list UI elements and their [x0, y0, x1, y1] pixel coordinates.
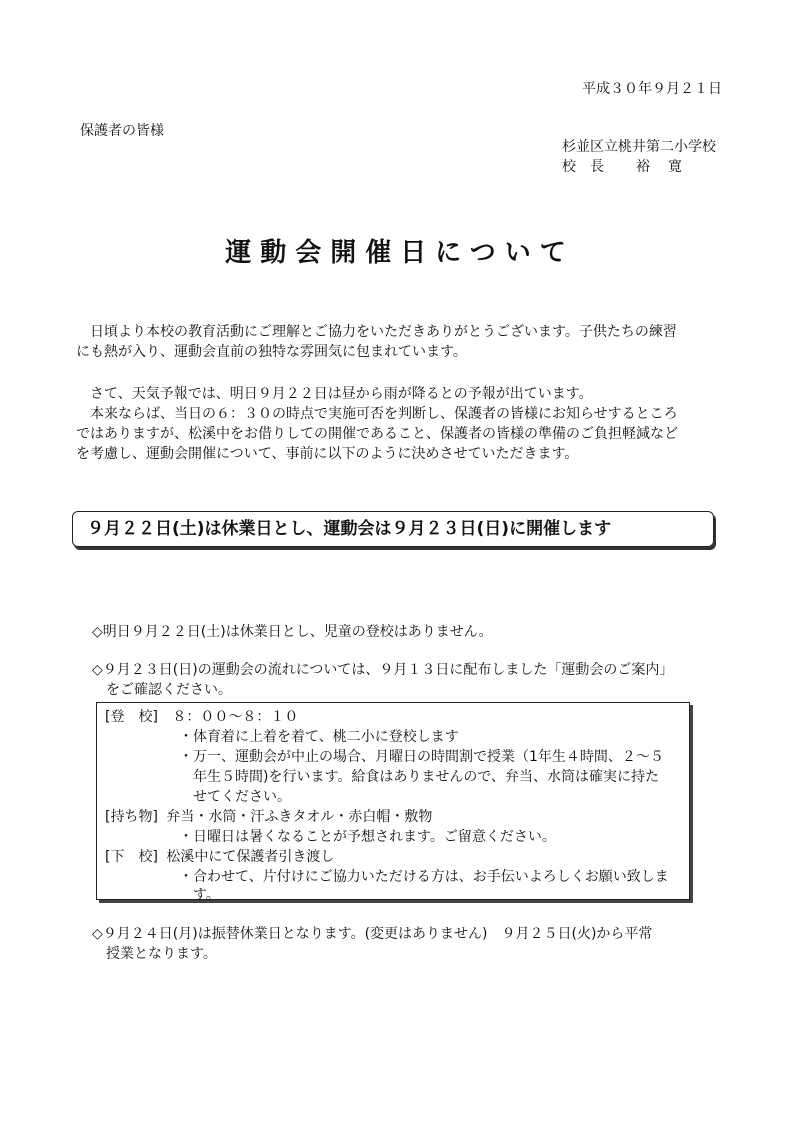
notice-item-substitute-holiday: [92, 924, 732, 964]
details-box: [96, 702, 690, 903]
departure-label: [下 校]: [105, 849, 158, 865]
arrival-note: ・万一、運動会が中止の場合、月曜日の時間割で授業（1年生４時間、２～５: [179, 749, 664, 765]
departure-note: ・合わせて、片付けにご協力いただける方は、お手伝いよろしくお願い致しま: [179, 869, 669, 885]
belongings-row: [105, 807, 432, 827]
principal-signature: [562, 158, 700, 177]
announcement-text: ９月２２日(土)は休業日とし、運動会は９月２３日(日)に開催します: [87, 519, 612, 539]
arrival-note: ・体育着に上着を着て、桃二小に登校します: [179, 729, 459, 745]
announcement-box: [72, 511, 714, 547]
text-line: にも熱が入り、運動会直前の独特な雰囲気に包まれています。: [76, 344, 467, 360]
school-name: 杉並区立桃井第二小学校: [562, 139, 716, 155]
text-line: 授業となります。: [92, 946, 217, 962]
body-paragraph: [76, 384, 726, 464]
notice-item-no-school: [92, 622, 732, 642]
document-date: 平成３０年９月２１日: [582, 81, 722, 97]
departure-text: 松溪中にて保護者引き渡し: [166, 849, 335, 865]
arrival-note: 年生５時間)を行います。給食はありませんので、弁当、水筒は確実に持た: [193, 769, 660, 785]
text-line: ◇９月２３日(日)の運動会の流れについては、９月１３日に配布しました「運動会のご案内」: [92, 662, 674, 678]
departure-row: [105, 847, 334, 867]
departure-note: す。: [193, 887, 220, 903]
text-line: ◇明日９月２２日(土)は休業日とし、児童の登校はありません。: [92, 624, 493, 640]
text-line: 日頃より本校の教育活動にご理解とご協力をいただきありがとうございます。子供たちの練習: [76, 324, 677, 340]
arrival-note: せてください。: [193, 789, 291, 805]
text-line: を考慮し、運動会開催について、事前に以下のように決めさせていただきます。: [76, 446, 579, 462]
arrival-time: ８：００～８：１０: [172, 709, 299, 725]
principal-name: 裕寛: [636, 159, 700, 175]
text-line: ではありますが、松溪中をお借りしての開催であること、保護者の皆様の準備のご負担軽減など: [76, 426, 678, 442]
belongings-label: [持ち物]: [105, 809, 158, 825]
arrival-label: [登 校]: [105, 709, 158, 725]
text-line: ◇９月２４日(月)は振替休業日となります。(変更はありません) ９月２５日(火)から平常: [92, 926, 653, 942]
addressee: 保護者の皆様: [80, 123, 164, 139]
belongings-list: 弁当・水筒・汗ふきタオル・赤白帽・敷物: [166, 809, 433, 825]
intro-paragraph: [76, 322, 726, 362]
text-line: をご確認ください。: [92, 682, 232, 698]
notice-item-schedule: [92, 660, 732, 700]
text-line: さて、天気予報では、明日９月２２日は昼から雨が降るとの予報が出ています。: [76, 386, 593, 402]
belongings-note: ・日曜日は暑くなることが予想されます。ご留意ください。: [179, 829, 556, 845]
document-title: 運動会開催日について: [225, 238, 575, 268]
principal-title: 校長: [562, 159, 618, 175]
text-line: 本来ならば、当日の６：３０の時点で実施可否を判断し、保護者の皆様にお知らせするところ: [76, 406, 678, 422]
arrival-row: [105, 707, 298, 727]
